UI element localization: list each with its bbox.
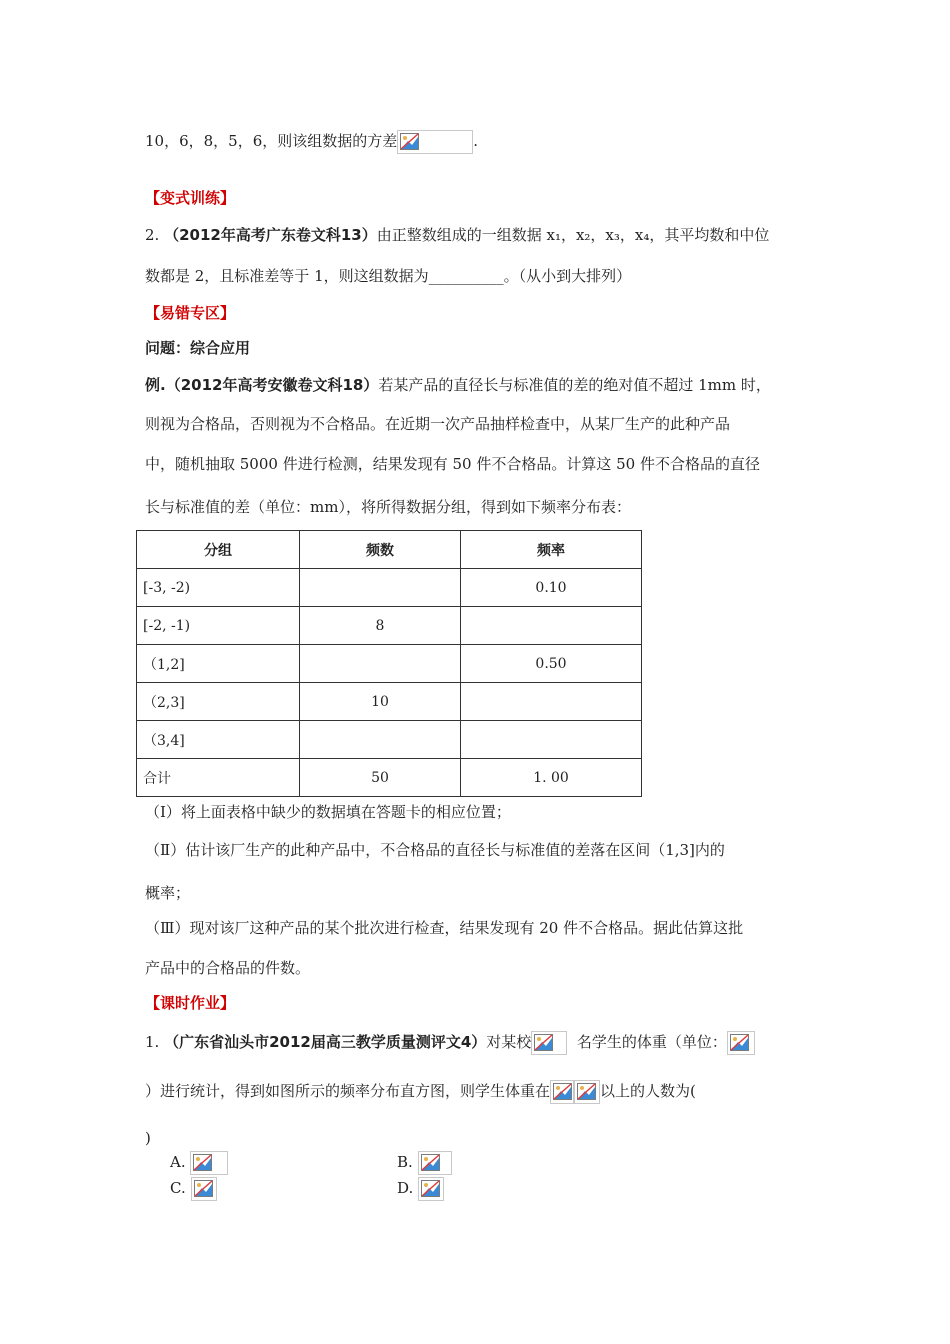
part-3-line2: 产品中的合格品的件数。 — [145, 959, 311, 977]
cell-group: （3,4] — [137, 721, 300, 759]
option-a — [170, 1151, 228, 1175]
option-d — [397, 1177, 444, 1201]
q2-prefix: 2. — [145, 226, 160, 244]
cell-count: 50 — [300, 759, 461, 797]
cell-group: [-2, -1) — [137, 607, 300, 645]
hw1-text-b: 名学生的体重（单位： — [576, 1033, 727, 1051]
q2-source: （2012年高考广东卷文科13） — [164, 226, 377, 244]
cell-count: 8 — [300, 607, 461, 645]
cell-frequency: 0.50 — [461, 645, 642, 683]
formula-image — [574, 1080, 600, 1104]
broken-image-icon — [193, 1154, 213, 1172]
cell-count: 10 — [300, 683, 461, 721]
cell-count — [300, 721, 461, 759]
hw1-line3: ) — [145, 1129, 151, 1147]
hw1-text-a: 对某校 — [486, 1033, 532, 1051]
formula-image — [531, 1031, 567, 1055]
table-row — [137, 759, 642, 797]
formula-image — [550, 1080, 574, 1104]
example-source: （2012年高考安徽卷文科18） — [165, 376, 379, 394]
intro-line — [145, 130, 478, 154]
cell-frequency: 0.10 — [461, 569, 642, 607]
cell-frequency: 1. 00 — [461, 759, 642, 797]
hw1-prefix: 1. — [145, 1033, 160, 1051]
example-line1 — [145, 375, 771, 395]
formula-image — [191, 1177, 217, 1201]
section-variant-title: 【变式训练】 — [145, 189, 236, 207]
example-line4: 长与标准值的差（单位：mm），将所得数据分组，得到如下频率分布表： — [145, 498, 631, 516]
cell-group: [-3, -2) — [137, 569, 300, 607]
example-text: 若某产品的直径长与标准值的差的绝对值不超过 1mm 时， — [378, 376, 771, 394]
hw1-text-c: ）进行统计，得到如图所示的频率分布直方图，则学生体重在 — [145, 1082, 551, 1100]
table-row — [137, 683, 642, 721]
example-line3: 中，随机抽取 5000 件进行检测，结果发现有 50 件不合格品。计算这 50 件不合格品的直径 — [145, 455, 760, 473]
hw1-line2 — [145, 1080, 696, 1104]
part-3-line1: （Ⅲ）现对该厂这种产品的某个批次进行检查，结果发现有 20 件不合格品。据此估算这批 — [145, 919, 744, 937]
q2-line1 — [145, 225, 769, 245]
part-2-line2: 概率； — [145, 884, 191, 902]
option-c-label: C. — [170, 1179, 186, 1197]
header-group: 分组 — [137, 531, 300, 569]
section-homework-title: 【课时作业】 — [145, 994, 236, 1012]
example-label: 例. — [145, 376, 166, 394]
broken-image-icon — [730, 1034, 750, 1052]
table-row — [137, 569, 642, 607]
cell-count — [300, 645, 461, 683]
cell-frequency — [461, 721, 642, 759]
frequency-table — [136, 530, 642, 797]
cell-group: 合计 — [137, 759, 300, 797]
broken-image-icon — [534, 1034, 554, 1052]
problem-label: 问题：综合应用 — [145, 339, 251, 357]
hw1-text-d: 以上的人数为( — [600, 1082, 696, 1100]
q2-line2: 数都是 2，且标准差等于 1，则这组数据为__________。（从小到大排列） — [145, 267, 632, 285]
formula-image — [727, 1031, 755, 1055]
section-error-title: 【易错专区】 — [145, 304, 236, 322]
formula-image — [418, 1151, 452, 1175]
formula-image — [190, 1151, 228, 1175]
header-count: 频数 — [300, 531, 461, 569]
header-frequency: 频率 — [461, 531, 642, 569]
option-c — [170, 1177, 217, 1201]
broken-image-icon — [194, 1180, 214, 1198]
broken-image-icon — [553, 1083, 573, 1101]
option-b — [397, 1151, 452, 1175]
intro-end: . — [473, 132, 479, 150]
cell-frequency — [461, 607, 642, 645]
broken-image-icon — [421, 1154, 441, 1172]
example-line2: 则视为合格品，否则视为不合格品。在近期一次产品抽样检查中，从某厂生产的此种产品 — [145, 415, 731, 433]
cell-count — [300, 569, 461, 607]
formula-image — [418, 1177, 444, 1201]
part-1: （Ⅰ）将上面表格中缺少的数据填在答题卡的相应位置； — [145, 803, 511, 821]
table-header-row — [137, 531, 642, 569]
hw1-line1 — [145, 1031, 755, 1055]
option-b-label: B. — [397, 1153, 413, 1171]
intro-text: 10，6，8，5，6，则该组数据的方差 — [145, 132, 398, 150]
cell-group: （2,3] — [137, 683, 300, 721]
q2-text: 由正整数组成的一组数据 x₁，x₂，x₃，x₄，其平均数和中位 — [376, 226, 770, 244]
broken-image-icon — [421, 1180, 441, 1198]
cell-frequency — [461, 683, 642, 721]
cell-group: （1,2] — [137, 645, 300, 683]
formula-image — [397, 130, 473, 154]
hw1-source: （广东省汕头市2012届高三教学质量测评文4） — [164, 1033, 487, 1051]
broken-image-icon — [577, 1083, 597, 1101]
table-row — [137, 607, 642, 645]
broken-image-icon — [400, 133, 420, 151]
table-row — [137, 721, 642, 759]
table-row — [137, 645, 642, 683]
part-2-line1: （Ⅱ）估计该厂生产的此种产品中，不合格品的直径长与标准值的差落在区间（1,3]内的 — [145, 841, 725, 859]
option-d-label: D. — [397, 1179, 414, 1197]
option-a-label: A. — [170, 1153, 186, 1171]
